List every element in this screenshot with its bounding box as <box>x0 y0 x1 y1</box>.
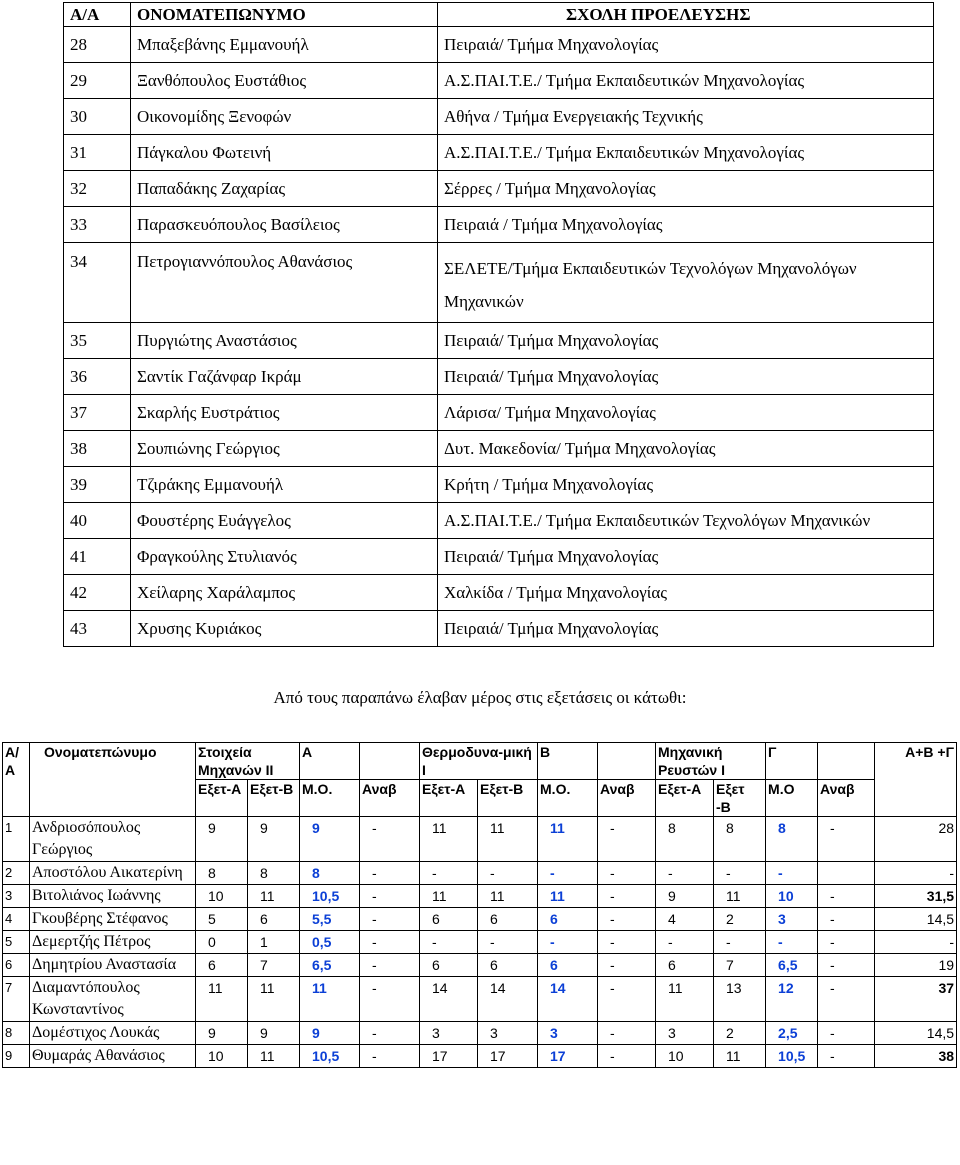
student-row <box>64 539 934 575</box>
score-cell: 17 <box>420 1045 478 1068</box>
exam-row <box>3 908 957 931</box>
student-name: Δομέστιχος Λουκάς <box>30 1022 196 1045</box>
exam-row <box>3 931 957 954</box>
score-cell: 6 <box>248 908 300 931</box>
score-cell: - <box>538 862 598 885</box>
score-cell: 11 <box>248 1045 300 1068</box>
score-cell: 8 <box>656 817 714 862</box>
total-score: - <box>875 862 957 885</box>
student-name: Βιτολιάνος Ιωάννης <box>30 885 196 908</box>
score-cell: 11 <box>538 817 598 862</box>
total-score: 14,5 <box>875 908 957 931</box>
score-cell: 14 <box>478 977 538 1022</box>
student-school: Α.Σ.ΠΑΙ.Τ.Ε./ Τμήμα Εκπαιδευτικών Μηχανολογίας <box>438 63 934 99</box>
score-cell: - <box>420 862 478 885</box>
exam-row <box>3 1045 957 1068</box>
student-number: 41 <box>64 539 131 575</box>
score-cell: - <box>818 931 875 954</box>
student-school: Λάρισα/ Τμήμα Μηχανολογίας <box>438 395 934 431</box>
student-number: 31 <box>64 135 131 171</box>
student-name: Δεμερτζής Πέτρος <box>30 931 196 954</box>
student-name: Φουστέρης Ευάγγελος <box>131 503 438 539</box>
student-name: Δημητρίου Αναστασία <box>30 954 196 977</box>
exam-caption: Από τους παραπάνω έλαβαν μέρος στις εξετάσεις οι κάτωθι: <box>273 688 687 707</box>
student-number: 38 <box>64 431 131 467</box>
student-number: 33 <box>64 207 131 243</box>
header-name: Ονοματεπώνυμο <box>30 743 196 817</box>
students-origin-table <box>63 2 934 647</box>
exam-row <box>3 977 957 1022</box>
student-row <box>64 395 934 431</box>
student-school: Α.Σ.ΠΑΙ.Τ.Ε./ Τμήμα Εκπαιδευτικών Μηχανολογίας <box>438 135 934 171</box>
score-cell: - <box>656 931 714 954</box>
row-index: 4 <box>3 908 30 931</box>
score-cell: - <box>598 954 656 977</box>
sub-exet-a3: Εξετ-Α <box>656 780 714 817</box>
score-cell: - <box>598 977 656 1022</box>
score-cell: 3 <box>538 1022 598 1045</box>
student-number: 30 <box>64 99 131 135</box>
header-stoixeia: Στοιχεία Μηχανών ΙΙ <box>196 743 300 780</box>
score-cell: 10 <box>656 1045 714 1068</box>
student-name: Θυμαράς Αθανάσιος <box>30 1045 196 1068</box>
score-cell: - <box>598 931 656 954</box>
exam-row <box>3 885 957 908</box>
sub-anav: Αναβ <box>360 780 420 817</box>
score-cell: 6,5 <box>766 954 818 977</box>
score-cell: - <box>818 1045 875 1068</box>
score-cell: 12 <box>766 977 818 1022</box>
sub-exet-b2: Εξετ-Β <box>478 780 538 817</box>
row-index: 2 <box>3 862 30 885</box>
score-cell: - <box>598 862 656 885</box>
score-cell: 5 <box>196 908 248 931</box>
header-aa: Α/Α <box>64 3 131 27</box>
student-name: Σαντίκ Γαζάνφαρ Ικράμ <box>131 359 438 395</box>
student-school: Κρήτη / Τμήμα Μηχανολογίας <box>438 467 934 503</box>
student-row <box>64 27 934 63</box>
exam-row <box>3 954 957 977</box>
score-cell: 3 <box>766 908 818 931</box>
score-cell: - <box>478 931 538 954</box>
score-cell: 2 <box>714 908 766 931</box>
header-b: Β <box>538 743 598 780</box>
score-cell: 6 <box>420 908 478 931</box>
student-row <box>64 503 934 539</box>
header-thermo: Θερμοδυνα-μική Ι <box>420 743 538 780</box>
student-row <box>64 207 934 243</box>
student-row <box>64 243 934 323</box>
student-number: 34 <box>64 243 131 323</box>
score-cell: 2,5 <box>766 1022 818 1045</box>
student-number: 39 <box>64 467 131 503</box>
score-cell: 6 <box>478 908 538 931</box>
student-school: Πειραιά/ Τμήμα Μηχανολογίας <box>438 539 934 575</box>
header-mixaniki: Μηχανική Ρευστών Ι <box>656 743 766 780</box>
score-cell: 6 <box>420 954 478 977</box>
score-cell: 11 <box>478 817 538 862</box>
header-name: ΟΝΟΜΑΤΕΠΩΝΥΜΟ <box>131 3 438 27</box>
score-cell: - <box>818 977 875 1022</box>
student-school: Δυτ. Μακεδονία/ Τμήμα Μηχανολογίας <box>438 431 934 467</box>
student-school: Πειραιά/ Τμήμα Μηχανολογίας <box>438 359 934 395</box>
student-name: Χρυσης Κυριάκος <box>131 611 438 647</box>
score-cell: - <box>818 954 875 977</box>
score-cell: 9 <box>248 1022 300 1045</box>
student-row <box>64 63 934 99</box>
score-cell: 11 <box>248 885 300 908</box>
total-score: 38 <box>875 1045 957 1068</box>
student-number: 35 <box>64 323 131 359</box>
student-school: Πειραιά / Τμήμα Μηχανολογίας <box>438 207 934 243</box>
score-cell: 8 <box>766 817 818 862</box>
student-school: Αθήνα / Τμήμα Ενεργειακής Τεχνικής <box>438 99 934 135</box>
exam-row <box>3 817 957 862</box>
student-number: 28 <box>64 27 131 63</box>
student-school: ΣΕΛΕΤΕ/Τμήμα Εκπαιδευτικών Τεχνολόγων Μηχανολόγων Μηχανικών <box>438 243 934 323</box>
sub-exet-a2: Εξετ-Α <box>420 780 478 817</box>
score-cell: 6,5 <box>300 954 360 977</box>
score-cell: 8 <box>300 862 360 885</box>
score-cell: 8 <box>196 862 248 885</box>
student-row <box>64 359 934 395</box>
score-cell: 9 <box>248 817 300 862</box>
exam-row <box>3 862 957 885</box>
score-cell: 3 <box>478 1022 538 1045</box>
total-score: 14,5 <box>875 1022 957 1045</box>
student-row <box>64 575 934 611</box>
score-cell: 9 <box>196 1022 248 1045</box>
total-score: 28 <box>875 817 957 862</box>
score-cell: - <box>360 1022 420 1045</box>
score-cell: - <box>360 885 420 908</box>
score-cell: 9 <box>300 1022 360 1045</box>
score-cell: 11 <box>714 885 766 908</box>
student-name: Τζιράκης Εμμανουήλ <box>131 467 438 503</box>
score-cell: - <box>766 931 818 954</box>
student-number: 43 <box>64 611 131 647</box>
score-cell: - <box>478 862 538 885</box>
score-cell: - <box>360 977 420 1022</box>
student-name: Μπαξεβάνης Εμμανουήλ <box>131 27 438 63</box>
score-cell: - <box>818 908 875 931</box>
exam-header-row-1 <box>3 743 957 780</box>
score-cell: 5,5 <box>300 908 360 931</box>
student-number: 29 <box>64 63 131 99</box>
student-school: Πειραιά/ Τμήμα Μηχανολογίας <box>438 27 934 63</box>
score-cell: - <box>714 862 766 885</box>
student-number: 36 <box>64 359 131 395</box>
score-cell: 3 <box>656 1022 714 1045</box>
score-cell: 13 <box>714 977 766 1022</box>
student-name: Αποστόλου Αικατερίνη <box>30 862 196 885</box>
score-cell: 11 <box>248 977 300 1022</box>
score-cell: 8 <box>714 817 766 862</box>
student-school: Χαλκίδα / Τμήμα Μηχανολογίας <box>438 575 934 611</box>
score-cell: 14 <box>420 977 478 1022</box>
sub-mo3: Μ.Ο <box>766 780 818 817</box>
student-school: Πειραιά/ Τμήμα Μηχανολογίας <box>438 611 934 647</box>
sub-exet-b: Εξετ-Β <box>248 780 300 817</box>
total-score: 37 <box>875 977 957 1022</box>
score-cell: 11 <box>196 977 248 1022</box>
score-cell: - <box>360 954 420 977</box>
score-cell: 10,5 <box>766 1045 818 1068</box>
student-name: Πετρογιαννόπουλος Αθανάσιος <box>131 243 438 323</box>
student-name: Γκουβέρης Στέφανος <box>30 908 196 931</box>
score-cell: - <box>420 931 478 954</box>
score-cell: 11 <box>714 1045 766 1068</box>
student-name: Πυργιώτης Αναστάσιος <box>131 323 438 359</box>
row-index: 8 <box>3 1022 30 1045</box>
score-cell: 7 <box>248 954 300 977</box>
score-cell: - <box>656 862 714 885</box>
student-name: Σκαρλής Ευστράτιος <box>131 395 438 431</box>
score-cell <box>818 862 875 885</box>
score-cell: - <box>818 817 875 862</box>
student-row <box>64 135 934 171</box>
score-cell: 10 <box>766 885 818 908</box>
student-school: Σέρρες / Τμήμα Μηχανολογίας <box>438 171 934 207</box>
top-table-header <box>64 3 934 27</box>
student-name: Διαμαντόπουλος Κωνσταντίνος <box>30 977 196 1022</box>
score-cell: 11 <box>656 977 714 1022</box>
row-index: 5 <box>3 931 30 954</box>
header-ab-g: Α+Β +Γ <box>875 743 957 817</box>
student-row <box>64 611 934 647</box>
score-cell: - <box>818 1022 875 1045</box>
row-index: 3 <box>3 885 30 908</box>
score-cell: - <box>714 931 766 954</box>
score-cell: 0,5 <box>300 931 360 954</box>
score-cell: 3 <box>420 1022 478 1045</box>
score-cell: 11 <box>300 977 360 1022</box>
row-index: 6 <box>3 954 30 977</box>
sub-anav3: Αναβ <box>818 780 875 817</box>
student-row <box>64 431 934 467</box>
score-cell: 10,5 <box>300 1045 360 1068</box>
student-name: Παπαδάκης Ζαχαρίας <box>131 171 438 207</box>
student-number: 40 <box>64 503 131 539</box>
score-cell: 6 <box>196 954 248 977</box>
score-cell: 10,5 <box>300 885 360 908</box>
score-cell: 17 <box>478 1045 538 1068</box>
sub-exet-b3: Εξετ -Β <box>714 780 766 817</box>
header-a: Α <box>300 743 360 780</box>
student-name: Φραγκούλης Στυλιανός <box>131 539 438 575</box>
score-cell: 6 <box>538 954 598 977</box>
row-index: 1 <box>3 817 30 862</box>
score-cell: 6 <box>656 954 714 977</box>
student-row <box>64 323 934 359</box>
score-cell: - <box>598 1045 656 1068</box>
student-row <box>64 467 934 503</box>
student-school: Α.Σ.ΠΑΙ.Τ.Ε./ Τμήμα Εκπαιδευτικών Τεχνολόγων Μηχανικών <box>438 503 934 539</box>
score-cell: 11 <box>478 885 538 908</box>
score-cell: - <box>598 817 656 862</box>
row-index: 7 <box>3 977 30 1022</box>
sub-mo: Μ.Ο. <box>300 780 360 817</box>
score-cell: 9 <box>300 817 360 862</box>
header-aa: Α/ Α <box>3 743 30 817</box>
student-name: Οικονομίδης Ξενοφών <box>131 99 438 135</box>
score-cell: 0 <box>196 931 248 954</box>
row-index: 9 <box>3 1045 30 1068</box>
score-cell: 2 <box>714 1022 766 1045</box>
total-score: 31,5 <box>875 885 957 908</box>
score-cell: 17 <box>538 1045 598 1068</box>
sub-mo2: Μ.Ο. <box>538 780 598 817</box>
exam-results-table <box>2 742 957 1068</box>
score-cell: - <box>360 1045 420 1068</box>
score-cell: 8 <box>248 862 300 885</box>
score-cell: 4 <box>656 908 714 931</box>
exam-row <box>3 1022 957 1045</box>
student-number: 42 <box>64 575 131 611</box>
student-name: Παρασκευόπουλος Βασίλειος <box>131 207 438 243</box>
score-cell: 9 <box>196 817 248 862</box>
score-cell: - <box>598 908 656 931</box>
score-cell: 11 <box>420 817 478 862</box>
score-cell: - <box>360 817 420 862</box>
student-number: 32 <box>64 171 131 207</box>
score-cell: - <box>360 931 420 954</box>
student-number: 37 <box>64 395 131 431</box>
student-name: Ξανθόπουλος Ευστάθιος <box>131 63 438 99</box>
score-cell: 9 <box>656 885 714 908</box>
header-g: Γ <box>766 743 818 780</box>
score-cell: 11 <box>538 885 598 908</box>
student-school: Πειραιά/ Τμήμα Μηχανολογίας <box>438 323 934 359</box>
student-name: Χείλαρης Χαράλαμπος <box>131 575 438 611</box>
score-cell: 6 <box>478 954 538 977</box>
score-cell: - <box>818 885 875 908</box>
score-cell: 1 <box>248 931 300 954</box>
total-score: 19 <box>875 954 957 977</box>
student-name: Πάγκαλου Φωτεινή <box>131 135 438 171</box>
student-name: Ανδριοσόπουλος Γεώργιος <box>30 817 196 862</box>
score-cell: 6 <box>538 908 598 931</box>
header-school: ΣΧΟΛΗ ΠΡΟΕΛΕΥΣΗΣ <box>438 3 934 27</box>
score-cell: 7 <box>714 954 766 977</box>
student-row <box>64 99 934 135</box>
score-cell: 14 <box>538 977 598 1022</box>
score-cell: - <box>538 931 598 954</box>
score-cell: - <box>766 862 818 885</box>
score-cell: 10 <box>196 885 248 908</box>
student-name: Σουπιώνης Γεώργιος <box>131 431 438 467</box>
score-cell: - <box>360 862 420 885</box>
score-cell: - <box>598 1022 656 1045</box>
student-row <box>64 171 934 207</box>
score-cell: - <box>598 885 656 908</box>
total-score: - <box>875 931 957 954</box>
sub-anav2: Αναβ <box>598 780 656 817</box>
score-cell: 11 <box>420 885 478 908</box>
score-cell: - <box>360 908 420 931</box>
score-cell: 10 <box>196 1045 248 1068</box>
sub-exet-a: Εξετ-Α <box>196 780 248 817</box>
